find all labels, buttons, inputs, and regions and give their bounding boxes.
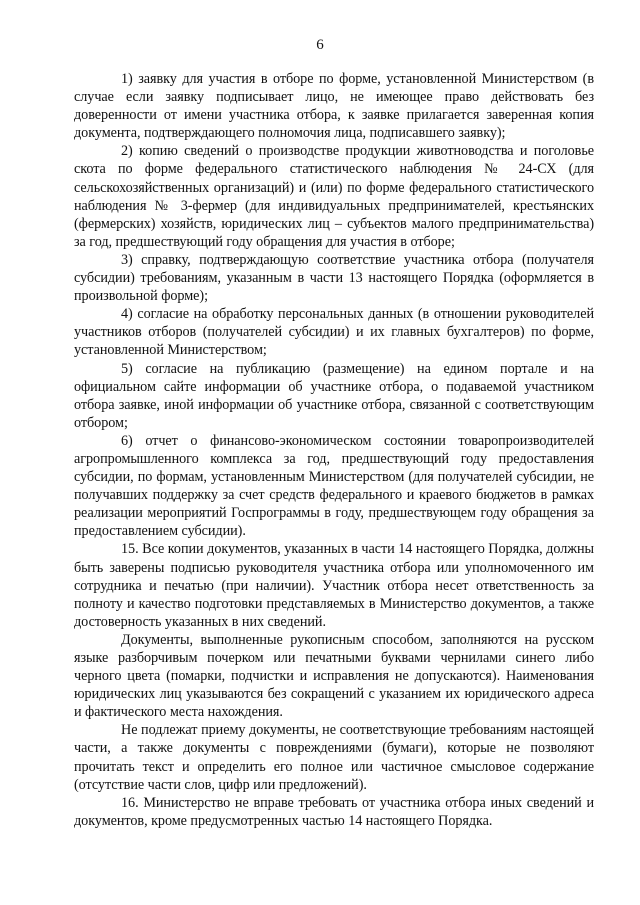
paragraph-section-16: 16. Министерство не вправе требовать от участника отбора иных сведений и документов, кроме предусмотренных частью 14 настоящего Порядка. — [74, 794, 594, 829]
paragraph-handwritten-documents: Документы, выполненные рукописным способом, заполняются на русском языке разборчивым почерком или печатными буквами чернилами синего либо черного цвета (помарки, подчистки и исправления не допускаются). Наименования юридических лиц указываются без сокращений с указанием их юридического адреса и фактического места нахождения. — [74, 631, 594, 721]
page-number: 6 — [316, 37, 324, 53]
paragraph-item-4: 4) согласие на обработку персональных данных (в отношении руководителей участников отборов (получателей субсидии) и их главных бухгалтеров) по форме, установленной Министерством; — [74, 306, 594, 359]
document-body — [74, 70, 594, 830]
paragraph-item-3: 3) справку, подтверждающую соответствие участника отбора (получателя субсидии) требованиям, указанным в части 13 настоящего Порядка (оформляется в произвольной форме); — [74, 251, 594, 305]
paragraph-item-5: 5) согласие на публикацию (размещение) на едином портале и на официальном сайте информации об участнике отбора, о подаваемой участником отбора заявке, иной информации об участнике отбора, связанной с соответствующим отбором; — [74, 360, 594, 431]
paragraph-rejected-documents: Не подлежат приему документы, не соответствующие требованиям настоящей части, а также документы с повреждениями (бумаги), которые не позволяют прочитать текст и определить его полное или частичное смысловое содержание (отсутствие части слов, цифр или предложений). — [74, 722, 594, 793]
paragraph-item-6: 6) отчет о финансово-экономическом состоянии товаропроизводителей агропромышленного комплекса за год, предшествующий году предоставления субсидии, по формам, установленным Министерством (для получателей субсидии, не получавших поддержку за счет средств федерального и краевого бюджетов в рамках реализации мероприятий Госпрограммы в году, предшествующем году обращения за предоставлением субсидии). — [74, 432, 594, 540]
paragraph-section-15: 15. Все копии документов, указанных в части 14 настоящего Порядка, должны быть заверены подписью руководителя участника отбора или уполномоченного им сотрудника и печатью (при наличии). Участник отбора несет ответственность за полноту и качество подготовки представляемых в Министерство документов, а также достоверность указанных в них сведений. — [74, 541, 594, 630]
paragraph-item-2: 2) копию сведений о производстве продукции животноводства и поголовье скота по форме федерального статистического наблюдения № 24-СХ (для сельскохозяйственных организаций) и (или) по форме федерального статистического наблюдения № 3-фермер (для индивидуальных предпринимателей, крестьянских (фермерских) хозяйств, юридических лиц – субъектов малого предпринимательства) за год, предшествующий году обращения для участия в отборе; — [74, 143, 594, 250]
paragraph-item-1: 1) заявку для участия в отборе по форме, установленной Министерством (в случае если заявку подписывает лицо, не имеющее право действовать без доверенности от имени участника отбора, к заявке прилагается заверенная копия документа, подтверждающего полномочия лица, подписавшего заявку); — [74, 71, 594, 142]
